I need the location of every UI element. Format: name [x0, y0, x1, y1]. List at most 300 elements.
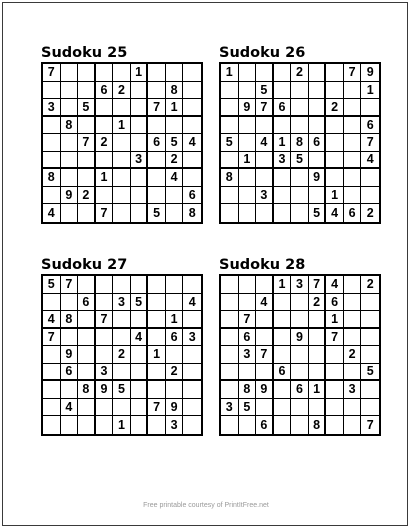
sudoku-cell [221, 204, 239, 222]
sudoku-cell: 5 [113, 381, 131, 399]
sudoku-cell [221, 117, 239, 135]
sudoku-cell [344, 399, 362, 417]
sudoku-cell [361, 346, 379, 364]
sudoku-cell [256, 399, 274, 417]
sudoku-cell [344, 134, 362, 152]
sudoku-cell: 7 [96, 311, 114, 329]
sudoku-cell [96, 276, 114, 294]
sudoku-cell [221, 187, 239, 205]
sudoku-cell [43, 82, 61, 100]
sudoku-cell [361, 294, 379, 312]
sudoku-cell [113, 99, 131, 117]
sudoku-cell [239, 187, 257, 205]
sudoku-cell [78, 169, 96, 187]
sudoku-cell: 9 [61, 187, 79, 205]
sudoku-cell: 2 [326, 99, 344, 117]
sudoku-cell [166, 381, 184, 399]
sudoku-cell [78, 152, 96, 170]
sudoku-cell: 7 [239, 311, 257, 329]
sudoku-cell: 6 [78, 294, 96, 312]
sudoku-cell [274, 381, 292, 399]
sudoku-cell [78, 346, 96, 364]
sudoku-cell [344, 152, 362, 170]
sudoku-cell [96, 399, 114, 417]
sudoku-cell: 3 [166, 416, 184, 434]
sudoku-cell [61, 381, 79, 399]
sudoku-cell [239, 64, 257, 82]
sudoku-cell: 3 [43, 99, 61, 117]
sudoku-cell [326, 64, 344, 82]
sudoku-cell [131, 364, 149, 382]
sudoku-cell: 1 [148, 346, 166, 364]
sudoku-cell [131, 169, 149, 187]
puzzle-title: Sudoku 27 [41, 257, 128, 273]
sudoku-cell [113, 311, 131, 329]
sudoku-cell: 8 [239, 381, 257, 399]
sudoku-cell: 1 [166, 311, 184, 329]
sudoku-cell [256, 152, 274, 170]
sudoku-cell [291, 311, 309, 329]
sudoku-cell: 3 [131, 152, 149, 170]
sudoku-cell [239, 117, 257, 135]
sudoku-cell: 4 [61, 399, 79, 417]
sudoku-cell [361, 329, 379, 347]
sudoku-cell [309, 152, 327, 170]
sudoku-cell [274, 294, 292, 312]
sudoku-cell [148, 64, 166, 82]
sudoku-cell: 9 [166, 399, 184, 417]
sudoku-cell [113, 169, 131, 187]
sudoku-cell [183, 346, 201, 364]
sudoku-cell [78, 117, 96, 135]
sudoku-cell [221, 294, 239, 312]
sudoku-cell [166, 294, 184, 312]
sudoku-cell: 8 [188, 205, 196, 220]
sudoku-cell [166, 346, 184, 364]
sudoku-cell: 2 [366, 205, 374, 220]
sudoku-cell [96, 152, 114, 170]
sudoku-cell [291, 99, 309, 117]
sudoku-cell [239, 169, 257, 187]
sudoku-cell: 5 [166, 134, 184, 152]
sudoku-cell: 7 [148, 399, 166, 417]
sudoku-cell: 6 [274, 364, 292, 382]
sudoku-cell [326, 399, 344, 417]
sudoku-cell [78, 64, 96, 82]
sudoku-cell: 1 [326, 187, 344, 205]
sudoku-cell: 1 [274, 134, 292, 152]
sudoku-cell [183, 64, 201, 82]
sudoku-cell [148, 276, 166, 294]
sudoku-cell [256, 169, 274, 187]
sudoku-cell: 4 [326, 204, 344, 222]
sudoku-cell: 2 [166, 364, 184, 382]
sudoku-cell [344, 294, 362, 312]
sudoku-cell: 5 [239, 399, 257, 417]
sudoku-cell [274, 346, 292, 364]
sudoku-cell: 3 [183, 329, 201, 347]
sudoku-cell: 4 [43, 311, 61, 329]
sudoku-cell [131, 134, 149, 152]
sudoku-cell [113, 204, 131, 222]
sudoku-cell [43, 134, 61, 152]
sudoku-cell: 2 [113, 82, 131, 100]
sudoku-cell: 7 [344, 64, 362, 82]
sudoku-cell [309, 311, 327, 329]
sudoku-cell [291, 117, 309, 135]
sudoku-cell [131, 187, 149, 205]
sudoku-cell [291, 416, 309, 434]
sudoku-cell [183, 82, 201, 100]
sudoku-cell [221, 82, 239, 100]
sudoku-cell [361, 169, 379, 187]
sudoku-cell [96, 99, 114, 117]
sudoku-cell [221, 346, 239, 364]
sudoku-cell [148, 117, 166, 135]
sudoku-cell: 7 [309, 276, 327, 294]
sudoku-cell [326, 346, 344, 364]
sudoku-cell [113, 64, 131, 82]
sudoku-cell [221, 381, 239, 399]
sudoku-cell [274, 187, 292, 205]
sudoku-cell [61, 99, 79, 117]
sudoku-cell [274, 82, 292, 100]
sudoku-cell: 2 [344, 346, 362, 364]
sudoku-cell [239, 82, 257, 100]
sudoku-cell: 6 [239, 329, 257, 347]
sudoku-cell [239, 276, 257, 294]
sudoku-cell [131, 416, 149, 434]
sudoku-cell [78, 364, 96, 382]
sudoku-cell [291, 169, 309, 187]
sudoku-cell: 2 [291, 64, 309, 82]
sudoku-cell: 8 [78, 381, 96, 399]
sudoku-cell: 5 [148, 204, 166, 222]
sudoku-cell [78, 204, 96, 222]
sudoku-cell [131, 346, 149, 364]
sudoku-cell: 5 [256, 82, 274, 100]
sudoku-cell [256, 117, 274, 135]
sudoku-cell [183, 276, 201, 294]
sudoku-cell: 7 [78, 134, 96, 152]
sudoku-cell [43, 152, 61, 170]
sudoku-cell [274, 204, 292, 222]
sudoku-cell: 6 [96, 82, 114, 100]
sudoku-cell [309, 364, 327, 382]
sudoku-cell: 1 [309, 381, 327, 399]
sudoku-grid [219, 62, 381, 224]
sudoku-cell [113, 187, 131, 205]
sudoku-cell: 4 [361, 152, 379, 170]
sudoku-cell [274, 329, 292, 347]
sudoku-cell: 1 [96, 169, 114, 187]
sudoku-cell: 5 [131, 294, 149, 312]
sudoku-cell [78, 311, 96, 329]
sudoku-cell [309, 99, 327, 117]
sudoku-cell: 4 [326, 276, 344, 294]
sudoku-cell: 2 [113, 346, 131, 364]
sudoku-cell [326, 416, 344, 434]
sudoku-cell: 3 [113, 294, 131, 312]
sudoku-cell: 9 [291, 329, 309, 347]
sudoku-cell: 8 [61, 117, 79, 135]
sudoku-cell [309, 329, 327, 347]
sudoku-cell: 2 [166, 152, 184, 170]
sudoku-cell: 4 [256, 294, 274, 312]
sudoku-cell [61, 169, 79, 187]
sudoku-cell: 6 [361, 117, 379, 135]
sudoku-cell [78, 82, 96, 100]
sudoku-cell: 1 [166, 99, 184, 117]
sudoku-cell [131, 311, 149, 329]
sudoku-cell [221, 416, 239, 434]
sudoku-cell [61, 82, 79, 100]
sudoku-cell [131, 399, 149, 417]
sudoku-cell [61, 416, 79, 434]
sudoku-cell [96, 329, 114, 347]
sudoku-cell [183, 152, 201, 170]
sudoku-cell [274, 311, 292, 329]
sudoku-cell: 3 [221, 399, 239, 417]
sudoku-cell [291, 364, 309, 382]
sudoku-cell [183, 99, 201, 117]
sudoku-cell: 8 [61, 311, 79, 329]
sudoku-cell: 6 [148, 134, 166, 152]
sudoku-cell: 9 [361, 64, 379, 82]
sudoku-cell: 4 [256, 134, 274, 152]
sudoku-cell [78, 399, 96, 417]
sudoku-cell: 7 [148, 99, 166, 117]
sudoku-cell [148, 82, 166, 100]
sudoku-cell [344, 117, 362, 135]
sudoku-cell [113, 364, 131, 382]
sudoku-cell [148, 364, 166, 382]
sudoku-cell [166, 204, 184, 222]
sudoku-cell: 1 [221, 64, 239, 82]
sudoku-cell [61, 294, 79, 312]
sudoku-cell [326, 364, 344, 382]
sudoku-cell [326, 117, 344, 135]
sudoku-cell [148, 329, 166, 347]
sudoku-cell: 6 [256, 416, 274, 434]
sudoku-cell [256, 64, 274, 82]
sudoku-cell: 2 [361, 276, 379, 294]
sudoku-cell: 7 [43, 329, 61, 347]
sudoku-cell: 8 [43, 169, 61, 187]
sudoku-cell [221, 99, 239, 117]
sudoku-cell [344, 416, 362, 434]
sudoku-cell: 6 [274, 99, 292, 117]
sudoku-cell [113, 399, 131, 417]
sudoku-cell [344, 364, 362, 382]
sudoku-cell [131, 117, 149, 135]
sudoku-cell: 8 [291, 134, 309, 152]
sudoku-cell: 6 [291, 381, 309, 399]
sudoku-cell [183, 169, 201, 187]
sudoku-cell [361, 311, 379, 329]
sudoku-cell [148, 294, 166, 312]
sudoku-cell [43, 346, 61, 364]
sudoku-cell [256, 276, 274, 294]
sudoku-cell [239, 134, 257, 152]
sudoku-cell: 1 [113, 117, 131, 135]
sudoku-cell [221, 329, 239, 347]
sudoku-cell [166, 187, 184, 205]
sudoku-cell [309, 117, 327, 135]
sudoku-grid [41, 274, 203, 436]
sudoku-cell: 6 [166, 329, 184, 347]
sudoku-cell: 2 [78, 187, 96, 205]
puzzle-title: Sudoku 25 [41, 45, 128, 61]
sudoku-cell [166, 276, 184, 294]
sudoku-cell [221, 276, 239, 294]
sudoku-cell: 9 [96, 381, 114, 399]
sudoku-cell: 7 [366, 417, 374, 432]
sudoku-cell [43, 117, 61, 135]
puzzle-title: Sudoku 28 [219, 257, 306, 273]
sudoku-cell: 5 [221, 134, 239, 152]
sudoku-cell: 2 [309, 294, 327, 312]
sudoku-cell [96, 346, 114, 364]
sudoku-cell [166, 117, 184, 135]
sudoku-cell: 2 [96, 134, 114, 152]
sudoku-cell [61, 134, 79, 152]
sudoku-cell: 3 [291, 276, 309, 294]
sudoku-cell [256, 204, 274, 222]
sudoku-cell [113, 152, 131, 170]
sudoku-cell: 1 [113, 416, 131, 434]
sudoku-cell [96, 64, 114, 82]
sudoku-cell [274, 416, 292, 434]
sudoku-cell [131, 204, 149, 222]
sudoku-cell [309, 64, 327, 82]
sudoku-cell [96, 117, 114, 135]
sudoku-cell: 4 [43, 204, 61, 222]
puzzle-27 [41, 256, 203, 436]
sudoku-cell: 9 [239, 99, 257, 117]
sudoku-cell: 1 [131, 64, 149, 82]
sudoku-cell [274, 64, 292, 82]
sudoku-cell: 1 [239, 152, 257, 170]
sudoku-cell [309, 187, 327, 205]
sudoku-cell: 6 [326, 294, 344, 312]
sudoku-cell [344, 82, 362, 100]
sudoku-cell [291, 346, 309, 364]
sudoku-cell: 8 [221, 169, 239, 187]
sudoku-cell [291, 294, 309, 312]
sudoku-cell [96, 416, 114, 434]
sudoku-cell [148, 169, 166, 187]
sudoku-cell: 6 [61, 364, 79, 382]
sudoku-cell [183, 364, 201, 382]
sudoku-cell [183, 311, 201, 329]
sudoku-cell [113, 134, 131, 152]
sudoku-cell: 5 [43, 276, 61, 294]
sudoku-cell [274, 169, 292, 187]
sudoku-cell: 9 [61, 346, 79, 364]
sudoku-cell [183, 117, 201, 135]
sudoku-cell [291, 399, 309, 417]
sudoku-cell [183, 381, 201, 399]
sudoku-cell: 3 [344, 381, 362, 399]
sudoku-cell [344, 187, 362, 205]
sudoku-cell [256, 311, 274, 329]
sudoku-cell [361, 187, 379, 205]
sudoku-cell [326, 169, 344, 187]
sudoku-cell: 6 [309, 134, 327, 152]
sudoku-cell: 4 [131, 329, 149, 347]
sudoku-cell: 4 [166, 169, 184, 187]
sudoku-cell [344, 169, 362, 187]
sudoku-cell [221, 364, 239, 382]
sudoku-cell [309, 82, 327, 100]
sudoku-cell [256, 364, 274, 382]
sudoku-cell: 7 [96, 204, 114, 222]
sudoku-cell: 3 [256, 187, 274, 205]
sudoku-cell: 7 [43, 64, 61, 82]
sudoku-cell [131, 82, 149, 100]
sudoku-cell: 5 [291, 152, 309, 170]
sudoku-cell [148, 381, 166, 399]
sudoku-cell: 4 [183, 134, 201, 152]
sudoku-cell [148, 416, 166, 434]
sudoku-cell [274, 117, 292, 135]
sudoku-cell [43, 364, 61, 382]
sudoku-cell [43, 187, 61, 205]
sudoku-cell [239, 204, 257, 222]
sudoku-cell [148, 187, 166, 205]
sudoku-cell [166, 64, 184, 82]
sudoku-cell [291, 82, 309, 100]
sudoku-cell [113, 276, 131, 294]
sudoku-cell [344, 311, 362, 329]
sudoku-cell: 5 [78, 99, 96, 117]
sudoku-cell: 9 [256, 381, 274, 399]
sudoku-cell: 3 [274, 152, 292, 170]
sudoku-cell [344, 329, 362, 347]
sudoku-cell [291, 204, 309, 222]
sudoku-cell [96, 294, 114, 312]
puzzle-28 [219, 256, 381, 436]
sudoku-cell [256, 329, 274, 347]
sudoku-cell [61, 152, 79, 170]
sudoku-cell [361, 399, 379, 417]
puzzle-title: Sudoku 26 [219, 45, 306, 61]
sudoku-cell: 7 [61, 276, 79, 294]
sudoku-cell: 1 [326, 311, 344, 329]
sudoku-cell [361, 99, 379, 117]
sudoku-cell [78, 416, 96, 434]
sudoku-cell [43, 399, 61, 417]
sudoku-cell [131, 381, 149, 399]
sudoku-cell [361, 381, 379, 399]
sudoku-cell [61, 64, 79, 82]
sudoku-cell [309, 399, 327, 417]
sudoku-cell [344, 99, 362, 117]
sudoku-cell [326, 134, 344, 152]
sudoku-cell: 9 [309, 169, 327, 187]
sudoku-cell [221, 311, 239, 329]
sudoku-cell [131, 99, 149, 117]
sudoku-cell: 5 [361, 364, 379, 382]
sudoku-cell [239, 416, 257, 434]
sudoku-cell [274, 399, 292, 417]
sudoku-cell [113, 329, 131, 347]
sudoku-cell: 3 [96, 364, 114, 382]
sudoku-grid [219, 274, 381, 436]
sudoku-cell: 5 [309, 204, 327, 222]
sudoku-cell: 1 [274, 276, 292, 294]
